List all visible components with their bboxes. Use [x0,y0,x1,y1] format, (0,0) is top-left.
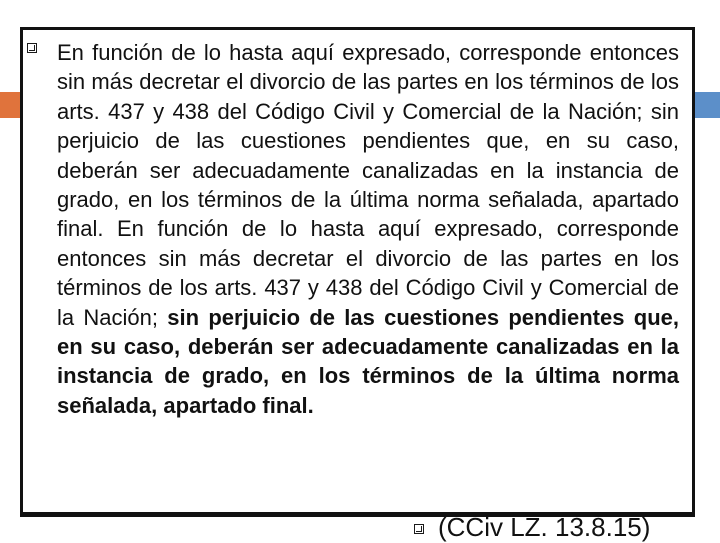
quoted-paragraph [57,38,679,420]
case-citation: (CCiv LZ. 13.8.15) [438,512,651,542]
paragraph-regular-text: En función de lo hasta aquí expresado, corresponde entonces sin más decretar el divorcio de las partes en los términos de los arts. 437 y 438 del Código Civil y Comercial de la Nación; sin perjuicio de las cuestiones pendientes que, en su caso, deberán ser adecuadamente canalizadas en la instancia de grado, en los términos de la última norma señalada, apartado final. En función de lo hasta aquí expresado, corresponde entonces sin más decretar el divorcio de las partes en los términos de los arts. 437 y 438 del Código Civil y Comercial de la Nación; [57,40,679,330]
blue-accent-block [694,92,720,118]
square-bullet-icon [414,524,424,534]
paragraph-bold-text: sin perjuicio de las cuestiones pendientes que, en su caso, deberán ser adecuadamente canalizadas en la instancia de grado, en los términos de la última norma señalada, apartado final. [57,304,679,418]
square-bullet-icon [27,43,37,53]
text-frame [20,27,695,517]
